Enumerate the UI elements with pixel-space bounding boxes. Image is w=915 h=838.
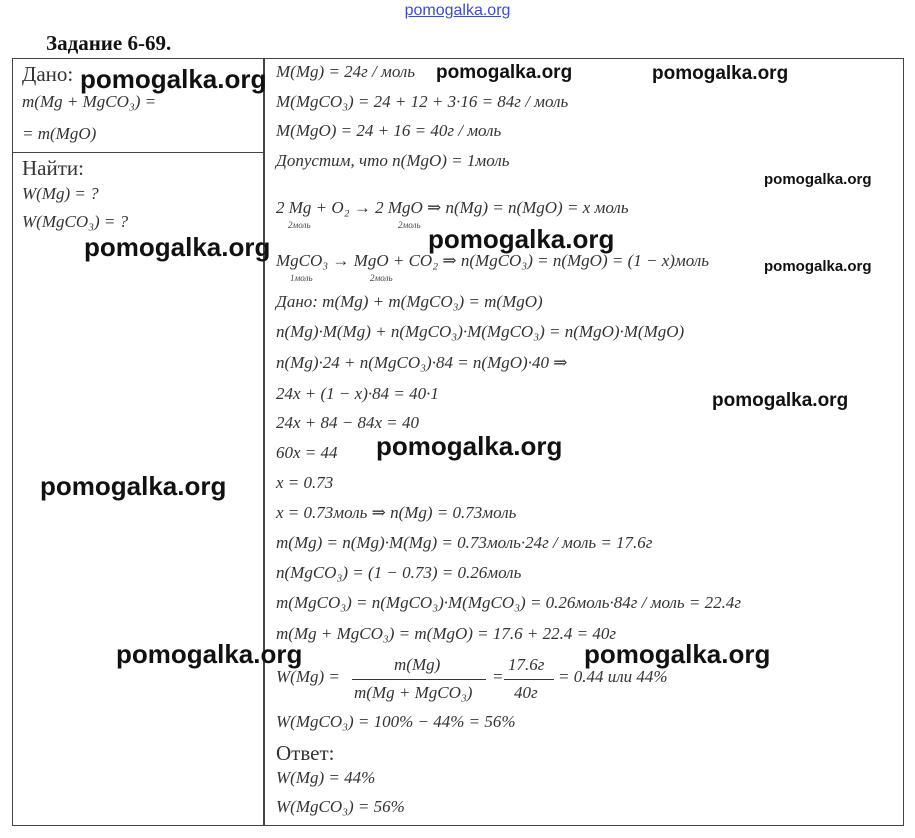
solution-line: W(MgCO₃) = 100% − 44% = 56% — [276, 712, 516, 731]
solution-line: 24x + (1 − x)·84 = 40·1 — [276, 384, 439, 403]
solution-line: n(Mg)·24 + n(MgCO₃)·84 = n(MgO)·40 ⇒ — [276, 353, 568, 372]
watermark: pomogalka.org — [116, 639, 303, 669]
find-line: W(Mg) = ? — [22, 184, 99, 203]
fraction-result: = 0.44 или 44% — [558, 667, 668, 686]
solution-line: M(Mg) = 24г / моль — [276, 62, 416, 81]
solution-line: n(MgCO₃) = (1 − 0.73) = 0.26моль — [276, 563, 522, 582]
solution-line: 24x + 84 − 84x = 40 — [276, 413, 420, 432]
solution-line: Допустим, что n(MgO) = 1моль — [276, 151, 510, 170]
solution-line: m(Mg) = n(Mg)·M(Mg) = 0.73моль·24г / моль = 17.6г — [276, 533, 653, 552]
solution-line: Дано: m(Mg) + m(MgCO₃) = m(MgO) — [276, 292, 543, 311]
watermark: pomogalka.org — [376, 431, 563, 461]
solution-line: MgCO₃ → MgO + CO₂ ⇒ n(MgCO₃) = n(MgO) = (1 − x)моль — [276, 251, 709, 270]
answer-line: W(MgCO₃) = 56% — [276, 797, 405, 816]
fraction-denominator: 40г — [514, 683, 538, 702]
fraction-bar — [504, 679, 554, 680]
solution-line: m(Mg + MgCO₃) = m(MgO) = 17.6 + 22.4 = 40г — [276, 624, 616, 643]
watermark: pomogalka.org — [584, 639, 771, 669]
watermark: pomogalka.org — [428, 224, 615, 254]
equation-sublabel: 2моль — [370, 273, 393, 283]
answer-line: W(Mg) = 44% — [276, 768, 376, 787]
fraction-bar — [352, 679, 486, 680]
given-line: = m(MgO) — [22, 124, 97, 143]
site-link[interactable]: pomogalka.org — [404, 2, 511, 19]
solution-line: x = 0.73 — [276, 473, 334, 492]
panel-divider — [12, 152, 264, 153]
watermark: pomogalka.org — [764, 171, 872, 188]
equation-sublabel: 1моль — [290, 273, 313, 283]
fraction-denominator: m(Mg + MgCO₃) — [354, 683, 473, 702]
equation-sublabel: 2моль — [398, 220, 421, 230]
fraction-lhs: W(Mg) = — [276, 667, 340, 686]
solution-line: M(MgCO₃) = 24 + 12 + 3·16 = 84г / моль — [276, 92, 569, 111]
given-header: Дано: — [22, 62, 74, 86]
solution-line: m(MgCO₃) = n(MgCO₃)·M(MgCO₃) = 0.26моль·84г / моль = 22.4г — [276, 593, 742, 612]
solution-line: M(MgO) = 24 + 16 = 40г / моль — [276, 121, 502, 140]
solution-line: 60x = 44 — [276, 443, 338, 462]
watermark: pomogalka.org — [436, 62, 573, 83]
watermark: pomogalka.org — [40, 471, 227, 501]
fraction-numerator: m(Mg) — [394, 655, 441, 674]
task-title: Задание 6-69. — [46, 31, 172, 55]
find-header: Найти: — [22, 156, 84, 180]
watermark: pomogalka.org — [764, 258, 872, 275]
fraction-equals: = — [492, 667, 504, 686]
watermark: pomogalka.org — [652, 63, 789, 84]
fraction-numerator: 17.6г — [508, 655, 545, 674]
watermark: pomogalka.org — [712, 390, 849, 411]
solution-line: x = 0.73моль ⇒ n(Mg) = 0.73моль — [276, 503, 517, 522]
watermark: pomogalka.org — [80, 64, 267, 94]
equation-sublabel: 2моль — [288, 220, 311, 230]
answer-header: Ответ: — [276, 741, 335, 765]
find-line: W(MgCO₃) = ? — [22, 212, 129, 231]
solution-line: 2 Mg + O₂ → 2 MgO ⇒ n(Mg) = n(MgO) = x моль — [276, 198, 629, 217]
given-line: m(Mg + MgCO₃) = — [22, 92, 157, 111]
watermark: pomogalka.org — [84, 232, 271, 262]
solution-line: n(Mg)·M(Mg) + n(MgCO₃)·M(MgCO₃) = n(MgO)·M(MgO) — [276, 322, 685, 341]
